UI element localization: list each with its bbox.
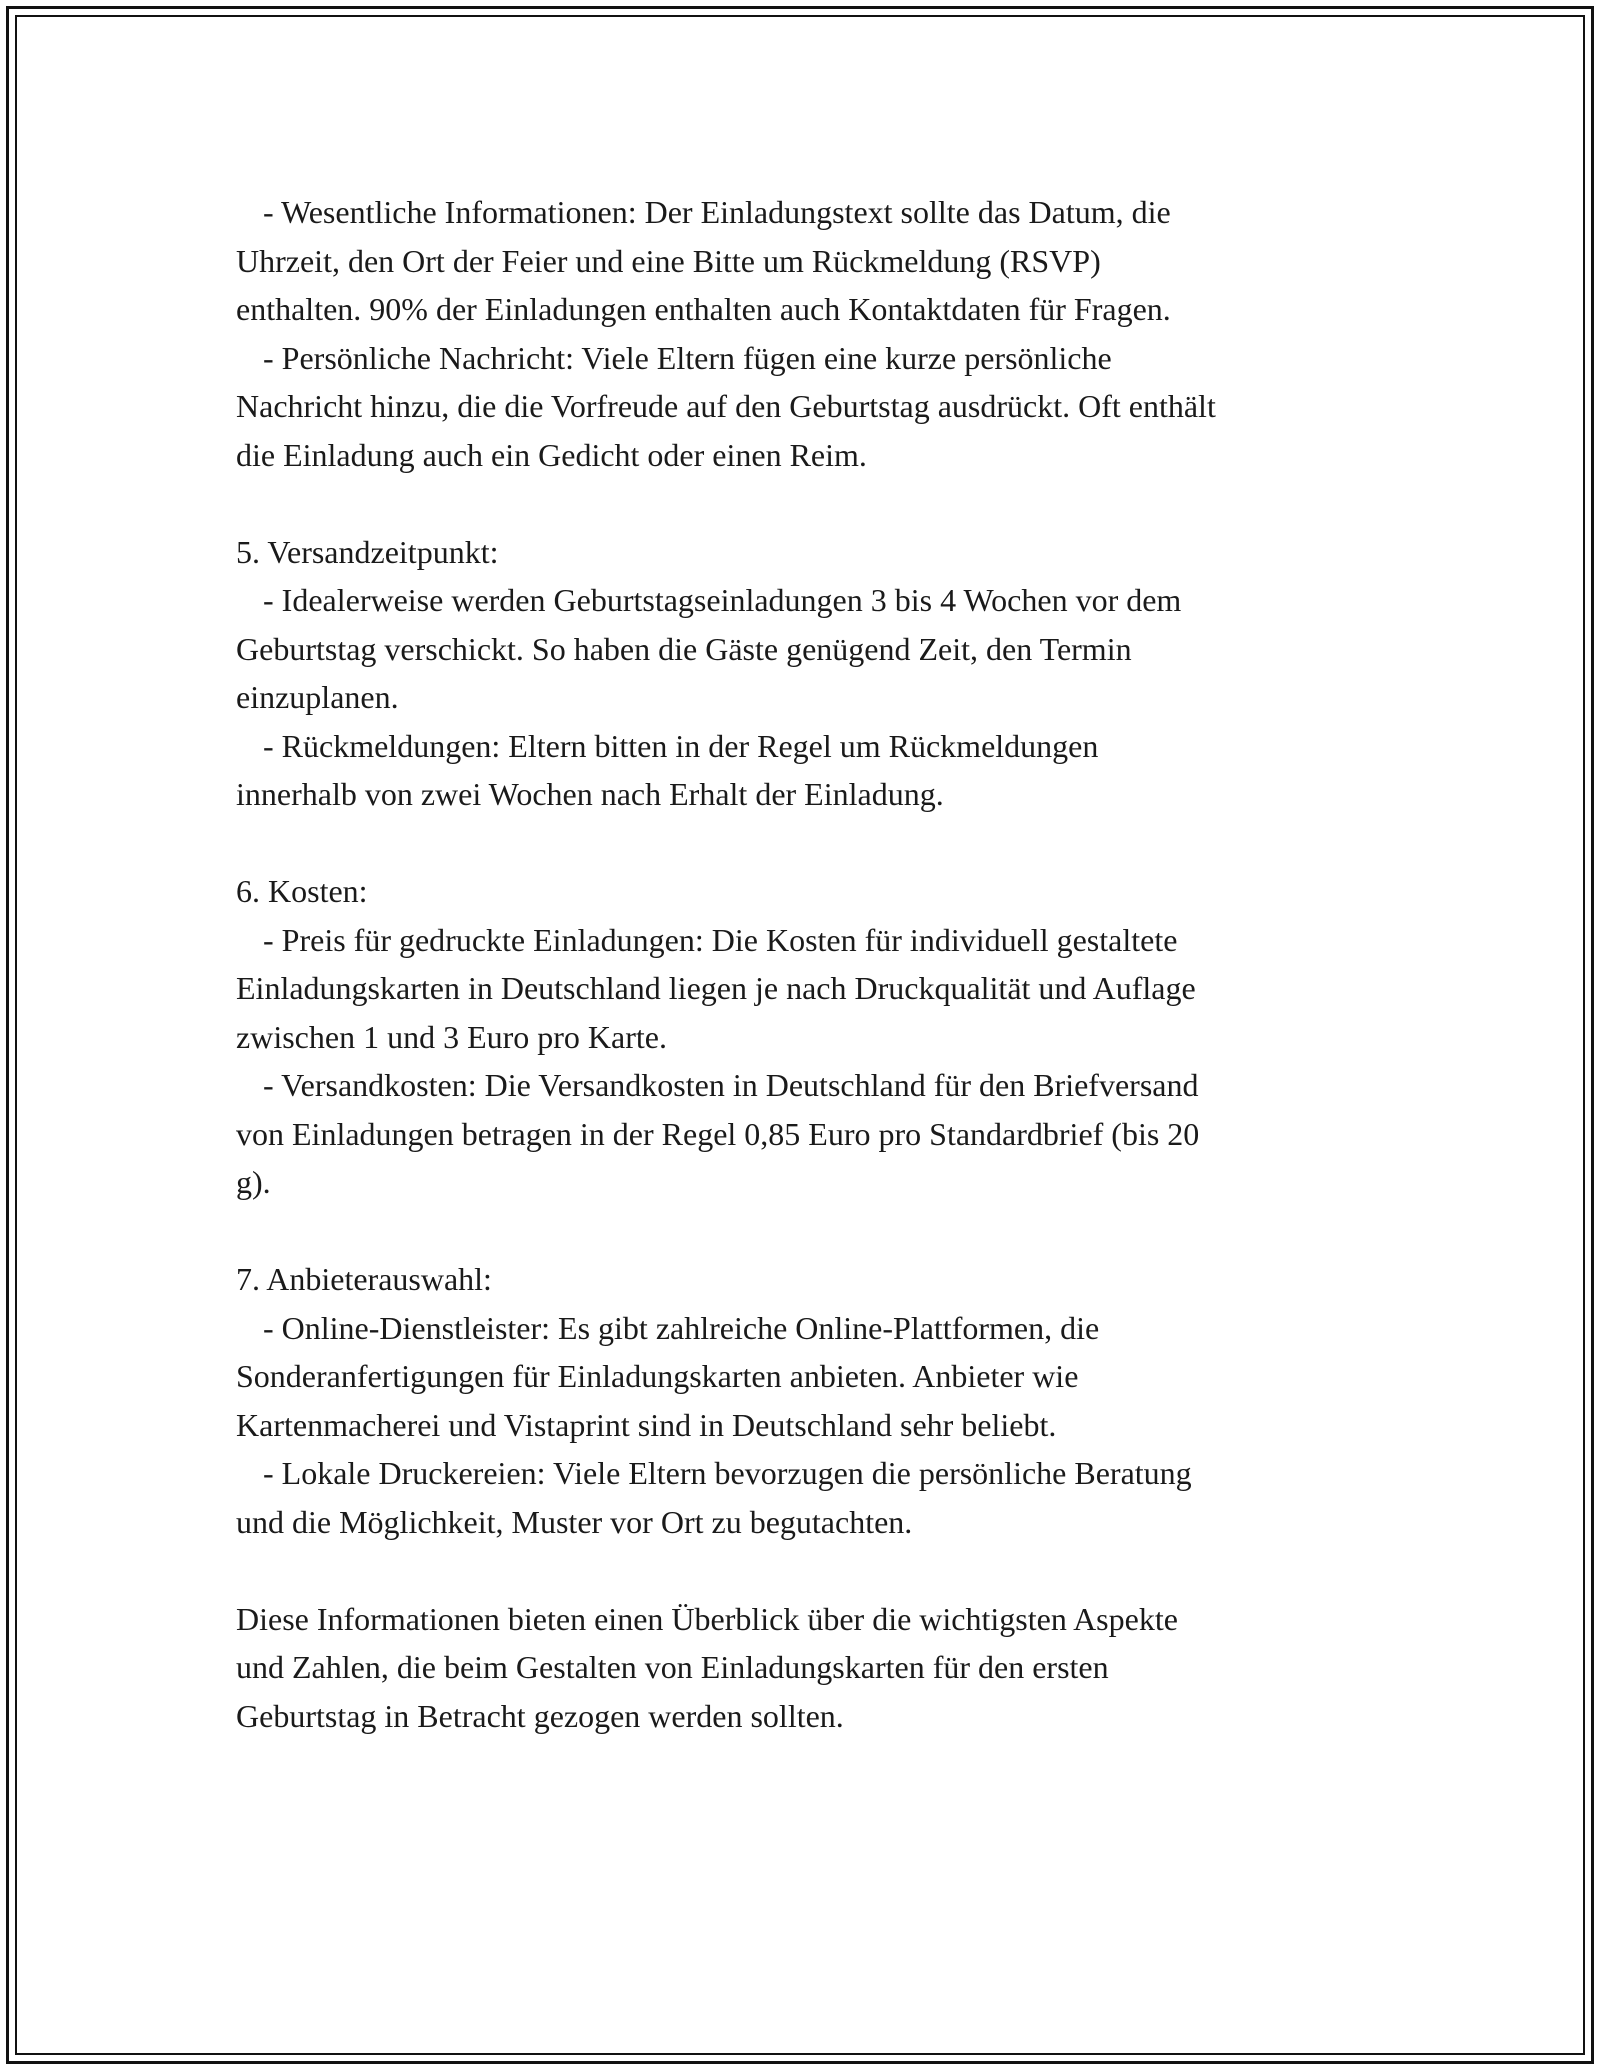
paragraph-spacer bbox=[236, 1207, 1376, 1256]
text-line: Kartenmacherei und Vistaprint sind in Deutschland sehr beliebt. bbox=[236, 1406, 1057, 1443]
text-line: die Einladung auch ein Gedicht oder einen Reim. bbox=[236, 436, 867, 473]
document-body bbox=[236, 188, 1376, 1740]
section-heading: 6. Kosten: bbox=[236, 873, 368, 909]
text-line: Uhrzeit, den Ort der Feier und eine Bitte um Rückmeldung (RSVP) bbox=[236, 242, 1101, 279]
text-line: enthalten. 90% der Einladungen enthalten auch Kontaktdaten für Fragen. bbox=[236, 291, 1171, 327]
text-line: Nachricht hinzu, die die Vorfreude auf den Geburtstag ausdrückt. Oft enthält bbox=[236, 388, 1216, 424]
text-line: - Idealerweise werden Geburtstagseinladungen 3 bis 4 Wochen vor dem bbox=[263, 582, 1182, 618]
paragraph-spacer bbox=[236, 479, 1376, 528]
text-line: und die Möglichkeit, Muster vor Ort zu begutachten. bbox=[236, 1503, 913, 1540]
paragraph-spacer bbox=[236, 819, 1376, 868]
text-line: Geburtstag in Betracht gezogen werden sollten. bbox=[236, 1697, 844, 1734]
paragraph-spacer bbox=[236, 1546, 1376, 1595]
text-line: - Persönliche Nachricht: Viele Eltern fügen eine kurze persönliche bbox=[263, 339, 1112, 376]
text-line: Sonderanfertigungen für Einladungskarten anbieten. Anbieter wie bbox=[236, 1358, 1079, 1394]
section-heading: 7. Anbieterauswahl: bbox=[236, 1261, 492, 1297]
text-line: und Zahlen, die beim Gestalten von Einladungskarten für den ersten bbox=[236, 1649, 1109, 1685]
text-line: innerhalb von zwei Wochen nach Erhalt der Einladung. bbox=[236, 776, 944, 812]
text-line: von Einladungen betragen in der Regel 0,85 Euro pro Standardbrief (bis 20 bbox=[236, 1115, 1200, 1152]
text-line: zwischen 1 und 3 Euro pro Karte. bbox=[236, 1018, 667, 1055]
text-line: - Versandkosten: Die Versandkosten in Deutschland für den Briefversand bbox=[263, 1067, 1199, 1103]
text-line: - Preis für gedruckte Einladungen: Die Kosten für individuell gestaltete bbox=[263, 921, 1178, 958]
text-line: Diese Informationen bieten einen Überblick über die wichtigsten Aspekte bbox=[236, 1600, 1178, 1637]
text-line: Einladungskarten in Deutschland liegen je nach Druckqualität und Auflage bbox=[236, 970, 1196, 1006]
text-line: - Online-Dienstleister: Es gibt zahlreiche Online-Plattformen, die bbox=[263, 1309, 1100, 1346]
text-line: g). bbox=[236, 1164, 271, 1200]
text-line: - Rückmeldungen: Eltern bitten in der Regel um Rückmeldungen bbox=[263, 727, 1099, 764]
text-line: Geburtstag verschickt. So haben die Gäste genügend Zeit, den Termin bbox=[236, 630, 1132, 667]
section-heading: 5. Versandzeitpunkt: bbox=[236, 533, 499, 570]
text-line: einzuplanen. bbox=[236, 679, 399, 715]
text-line: - Lokale Druckereien: Viele Eltern bevorzugen die persönliche Beratung bbox=[263, 1455, 1192, 1491]
text-line: - Wesentliche Informationen: Der Einladungstext sollte das Datum, die bbox=[263, 194, 1171, 230]
